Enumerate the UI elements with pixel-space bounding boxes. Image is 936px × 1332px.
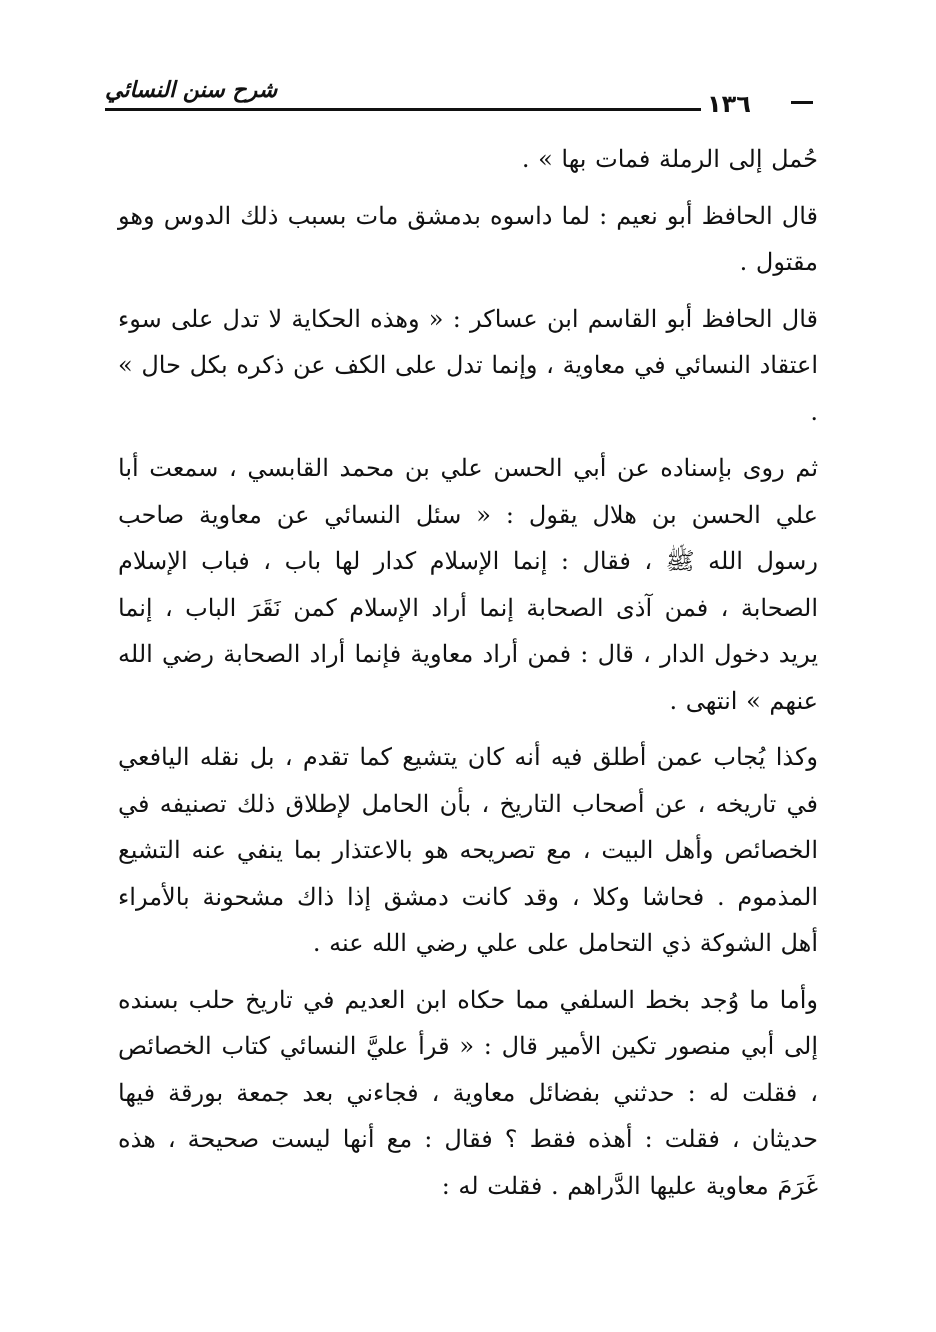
page-number: ١٣٦: [707, 90, 751, 118]
header-rule-end: [791, 101, 813, 104]
paragraph-4: ثم روى بإسناده عن أبي الحسن علي بن محمد القابسي ، سمعت أبا علي الحسن بن هلال يقول : « سئل النسائي عن معاوية صاحب رسول الله ﷺ ، فقال : إنما الإسلام كدار لها باب ، فباب الإسلام الصحابة ، فمن آذى الصحابة إنما أراد الإسلام كمن نَقَرَ الباب ، إنما يريد دخول الدار ، قال : فمن أراد معاوية فإنما أراد الصحابة رضي الله عنهم » انتهى .: [118, 454, 818, 715]
running-header: [105, 72, 813, 116]
paragraph-1: حُمل إلى الرملة فمات بها » .: [521, 145, 818, 173]
book-title: شرح سنن النسائي: [105, 78, 278, 103]
page-body: [118, 136, 818, 1209]
paragraph-5: وكذا يُجاب عمن أطلق فيه أنه كان يتشيع كما تقدم ، بل نقله اليافعي في تاريخه ، عن أصحاب التاريخ ، بأن الحامل لإطلاق ذلك تصنيفه في الخصائص وأهل البيت ، مع تصريحه هو بالاعتذار بما ينفي عنه التشيع المذموم . فحاشا وكلا ، وقد كانت دمشق إذا ذاك مشحونة بالأمراء أهل الشوكة ذي التحامل على علي رضي الله عنه .: [118, 743, 819, 957]
paragraph-2: قال الحافظ أبو نعيم : لما داسوه بدمشق مات بسبب ذلك الدوس وهو مقتول .: [118, 201, 818, 276]
paragraph-3: قال الحافظ أبو القاسم ابن عساكر : « وهذه الحكاية لا تدل على سوء اعتقاد النسائي في معاوية ، وإنما تدل على الكف عن ذكره بكل حال » .: [118, 304, 818, 426]
paragraph-6: وأما ما وُجد بخط السلفي مما حكاه ابن العديم في تاريخ حلب بسنده إلى أبي منصور تكين الأمير قال : « قرأ عليَّ النسائي كتاب الخصائص ، فقلت له : حدثني بفضائل معاوية ، فجاءني بعد جمعة بورقة فيها حديثان ، فقلت : أهذه فقط ؟ فقال : مع أنها ليست صحيحة ، هذه غَرَمَ معاوية عليها الدَّراهم . فقلت له :: [118, 985, 818, 1200]
header-rule: [105, 108, 701, 111]
